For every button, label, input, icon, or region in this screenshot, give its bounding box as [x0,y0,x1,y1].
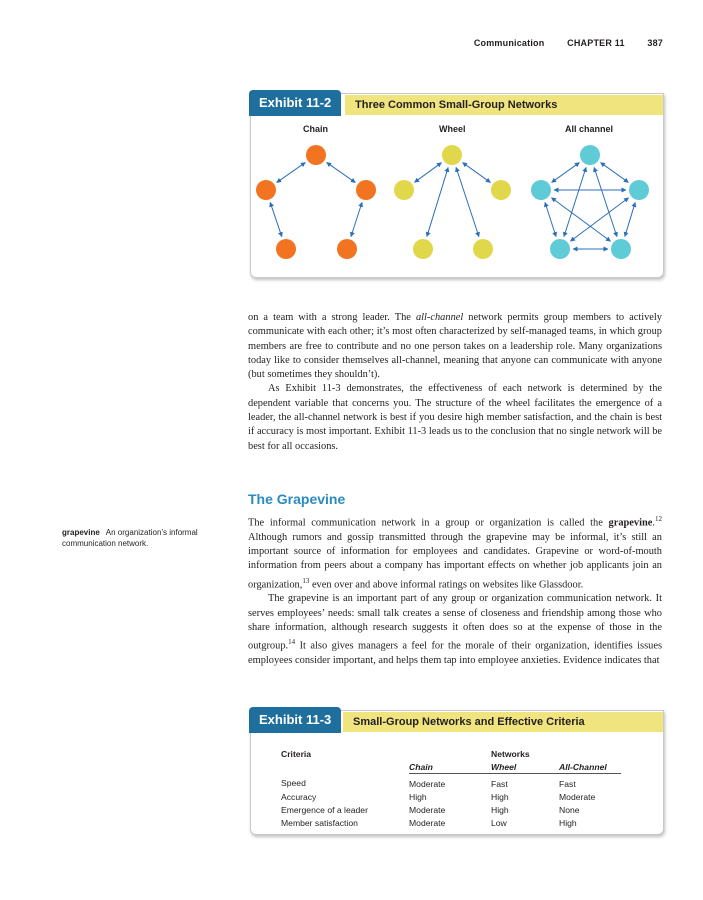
row-criterion: Speed [281,778,306,789]
cell-chain: Moderate [409,817,446,828]
gv1-mid: Although rumors and gossip transmitted through the grapevine may be informal, it’s still an important source of information for employees and candidates. Grapevine or word-of-mouth information from peers about a company has important effects on whether job applicants join an organization, [248,531,662,591]
wheel-node [442,145,462,165]
all-channel-link-arrow [594,167,617,236]
paragraph-effectiveness: As Exhibit 11-3 demonstrates, the effectiveness of each network is determined by the dependent variable that concerns you. The structure of the wheel facilitates the emergence of a leader, the all-channel network is best if you desire high member satisfaction, and the chain is best if accuracy is most important. Exhibit 11-3 leads us to the conclusion that no single network will be best for all occasions. [248,383,663,452]
paragraph-grapevine-definition: The informal communication network in a group or organization is called the grapevine.$^{12}$ Although rumors and gossip transmitted through the grapevine may be informal, it’s still an important source of information for employees and candidates. Grapevine or word-of-mouth information from peers about a company has important effects on whether job applicants join an organization,$^{13}$ even over and above informal ratings on websites like Glassdoor. [248,515,662,591]
table-row [281,803,621,816]
criteria-table [281,747,621,829]
all-channel-link-arrow [551,198,610,242]
all-channel-link-arrow [545,202,556,236]
exhibit-11-2-title: Three Common Small-Group Networks [345,95,663,115]
para1-emphasis: all-channel [415,312,464,323]
cell-wheel: High [491,791,509,802]
cell-all-channel: None [559,804,580,815]
cell-chain: High [409,791,427,802]
chain-link-arrow [270,202,282,236]
chain-link-arrow [277,162,306,182]
column-chain: Chain [409,760,491,774]
exhibit-11-3-header [249,707,663,733]
table-subheader-row [281,760,621,774]
all-channel-node [580,145,600,165]
margin-definition [62,527,222,549]
chain-node [337,239,357,259]
wheel-link-arrow [427,167,448,236]
exhibit-11-3-title: Small-Group Networks and Effective Criteria [343,712,663,732]
all-channel-link-arrow [570,198,628,241]
table-row [281,816,621,829]
margin-term: grapevine [62,528,100,537]
wheel-node [394,180,414,200]
chain-link-arrow [327,162,356,182]
all-channel-link-arrow [601,163,629,183]
cell-all-channel: High [559,817,577,828]
all-channel-link-arrow [625,202,635,236]
gv1-pre: The informal communication network in a group or organization is called the [248,517,609,529]
wheel-link-arrow [463,163,491,183]
footnote-12: 12 [655,515,662,523]
gv1-post: even over and above informal ratings on websites like Glassdoor. [309,579,584,591]
gv1-term: grapevine [608,517,653,529]
chain-node [306,145,326,165]
cell-chain: Moderate [409,804,446,815]
chain-node [276,239,296,259]
page-number: 387 [647,38,663,48]
network-label-wheel: Wheel [439,124,466,134]
criteria-header: Criteria [281,748,312,759]
wheel-link-arrow [456,167,479,236]
running-head-chapter: CHAPTER 11 [567,38,625,48]
all-channel-link-arrow [552,163,580,183]
row-criterion: Member satisfaction [281,817,358,828]
exhibit-11-3-label: Exhibit 11-3 [249,707,341,733]
exhibit-11-3 [250,710,664,835]
cell-all-channel: Moderate [559,791,596,802]
running-head-section: Communication [473,38,545,48]
row-criterion: Accuracy [281,791,317,802]
column-all-channel: All-Channel [559,760,621,774]
chain-link-arrow [351,202,362,236]
all-channel-node [531,180,551,200]
wheel-node [473,239,493,259]
gv2-post: It also gives managers a feel for the morale of their organization, identifies issues employees consider important, and helps them tap into employee anxieties. Evidence indicates that [248,640,662,667]
table-row [281,790,621,803]
all-channel-node [629,180,649,200]
body-text-grapevine [248,512,662,668]
para1-start: on a team with a strong leader. The [248,312,416,323]
paragraph-all-channel [248,311,662,382]
chain-node [256,180,276,200]
table-row [281,774,621,791]
all-channel-node [611,239,631,259]
row-criterion: Emergence of a leader [281,804,368,815]
para1-rest: network permits group members to actively communicate with each other; it’s most often characterized by self-managed teams, in which group members are free to contribute and no one person takes on a leadership role. Many organizations today like to consider themselves all-channel, meaning that anyone can communicate with anyone (but sometimes they shouldn’t). [248,312,663,381]
wheel-node [413,239,433,259]
margin-definition-text: An organization’s informal communication network. [62,528,198,548]
cell-chain: Moderate [409,778,446,789]
cell-wheel: Low [491,817,507,828]
footnote-14: 14 [288,638,296,647]
wheel-link-arrow [415,163,442,183]
all-channel-link-arrow [564,167,586,236]
network-label-all-channel: All channel [565,124,614,134]
column-wheel: Wheel [491,760,559,774]
networks-header: Networks [491,748,530,759]
footnote-13: 13 [302,576,310,585]
paragraph-grapevine-role [248,592,662,668]
all-channel-node [550,239,570,259]
chain-node [356,180,376,200]
cell-wheel: High [491,804,509,815]
cell-all-channel: Fast [559,778,576,789]
cell-wheel: Fast [491,778,508,789]
body-text-upper [248,311,662,454]
network-label-chain: Chain [303,124,329,134]
exhibit-11-2-label: Exhibit 11-2 [249,90,341,116]
network-diagrams [0,0,703,300]
table-header-row [281,747,621,760]
wheel-node [491,180,511,200]
section-heading-grapevine: The Grapevine [248,491,346,507]
gv2-pre: The grapevine is an important part of any group or organization communication network. It serves employees’ needs: small talk creates a sense of closeness and friendship among those who share information, although research suggests it often does so at the expense of those in the outgroup. [248,593,662,652]
